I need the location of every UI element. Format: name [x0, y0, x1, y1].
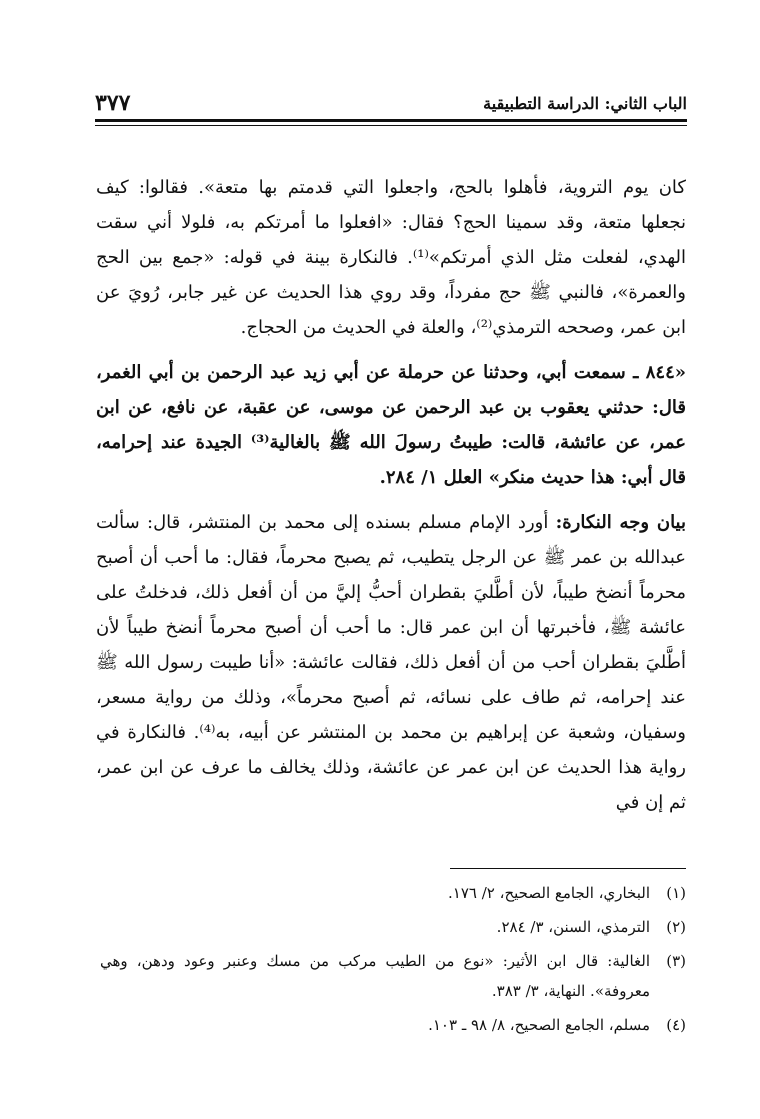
- page-number: ٣٧٧: [95, 90, 131, 116]
- paragraph-1: كان يوم التروية، فأهلوا بالحج، واجعلوا التي قدمتم بها متعة». فقالوا: كيف نجعلها متعة، وقد سمينا الحج؟ فقال: «افعلوا ما أمرتكم به، فلولا أني سقت الهدي، لفعلت مثل الذي أمرتكم»⁽¹⁾. فالنكارة بينة في قوله: «جمع بين الحج والعمرة»، فالنبي ﷺ حج مفرداً، وقد روي هذا الحديث عن غير جابر، رُويَ عن ابن عمر، وصححه الترمذي⁽²⁾، والعلة في الحديث من الحجاج.: [96, 177, 686, 338]
- running-title: الباب الثاني: الدراسة التطبيقية: [483, 93, 687, 113]
- paragraph-3: [96, 505, 686, 820]
- footnotes: [100, 878, 686, 1044]
- page-header: [95, 88, 687, 118]
- footnote-text: مسلم، الجامع الصحيح، ٨/ ٩٨ ـ ١٠٣.: [428, 1016, 650, 1034]
- header-rule-thin: [95, 125, 687, 126]
- header-rule: [95, 119, 687, 122]
- footnote: [100, 1010, 686, 1040]
- hadith-paragraph: «٨٤٤ ـ سمعت أبي، وحدثنا عن حرملة عن أبي زيد عبد الرحمن بن أبي الغمر، قال: حدثني يعقوب بن عبد الرحمن عن موسى، عن عقبة، عن نافع، عن ابن عمر، عن عائشة، قالت: طيبتُ رسولَ الله ﷺ بالغالية⁽³⁾ الجيدة عند إحرامه، قال أبي: هذا حديث منكر» العلل ١/ ٢٨٤.: [96, 362, 686, 488]
- footnote-text: الترمذي، السنن، ٣/ ٢٨٤.: [496, 918, 650, 936]
- footnote-text: البخاري، الجامع الصحيح، ٢/ ١٧٦.: [448, 884, 650, 902]
- footnote-separator: [450, 868, 686, 869]
- footnote-text: الغالية: قال ابن الأثير: «نوع من الطيب مركب من مسك وعنبر وعود ودهن، وهي معروفة». النهاية، ٣/ ٣٨٣.: [100, 952, 650, 1000]
- footnote: [100, 912, 686, 942]
- footnote-number: (٣): [666, 952, 686, 970]
- main-text: [96, 170, 686, 830]
- footnote-number: (٢): [666, 918, 686, 936]
- footnote-number: (١): [666, 884, 686, 902]
- footnote: [100, 946, 686, 1006]
- footnote-number: (٤): [666, 1016, 686, 1034]
- paragraph-3-text: أورد الإمام مسلم بسنده إلى محمد بن المنتشر، قال: سألت عبدالله بن عمر ﷺ عن الرجل يتطيب، ثم يصبح محرماً، فقال: ما أحب أن أصبح محرماً أنضخ طيباً، لأن أطَّليَ بقطران أحبُّ إليَّ من أن أفعل ذلك، فدخلتُ على عائشة ﷺ، فأخبرتها أن ابن عمر قال: ما أحب أن أصبح محرماً أنضخ طيباً لأن أطَّليَ بقطران أحب من أن أفعل ذلك، فقالت عائشة: «أنا طيبت رسول الله ﷺ عند إحرامه، ثم طاف على نسائه، ثم أصبح محرماً»، وذلك من رواية مسعر، وسفيان، وشعبة عن إبراهيم بن محمد بن المنتشر عن أبيه، به⁽⁴⁾. فالنكارة في رواية هذا الحديث عن ابن عمر عن عائشة، وذلك يخالف ما عرف عن ابن عمر، ثم إن في: [96, 512, 686, 813]
- section-lead: بيان وجه النكارة:: [555, 512, 686, 533]
- footnote: [100, 878, 686, 908]
